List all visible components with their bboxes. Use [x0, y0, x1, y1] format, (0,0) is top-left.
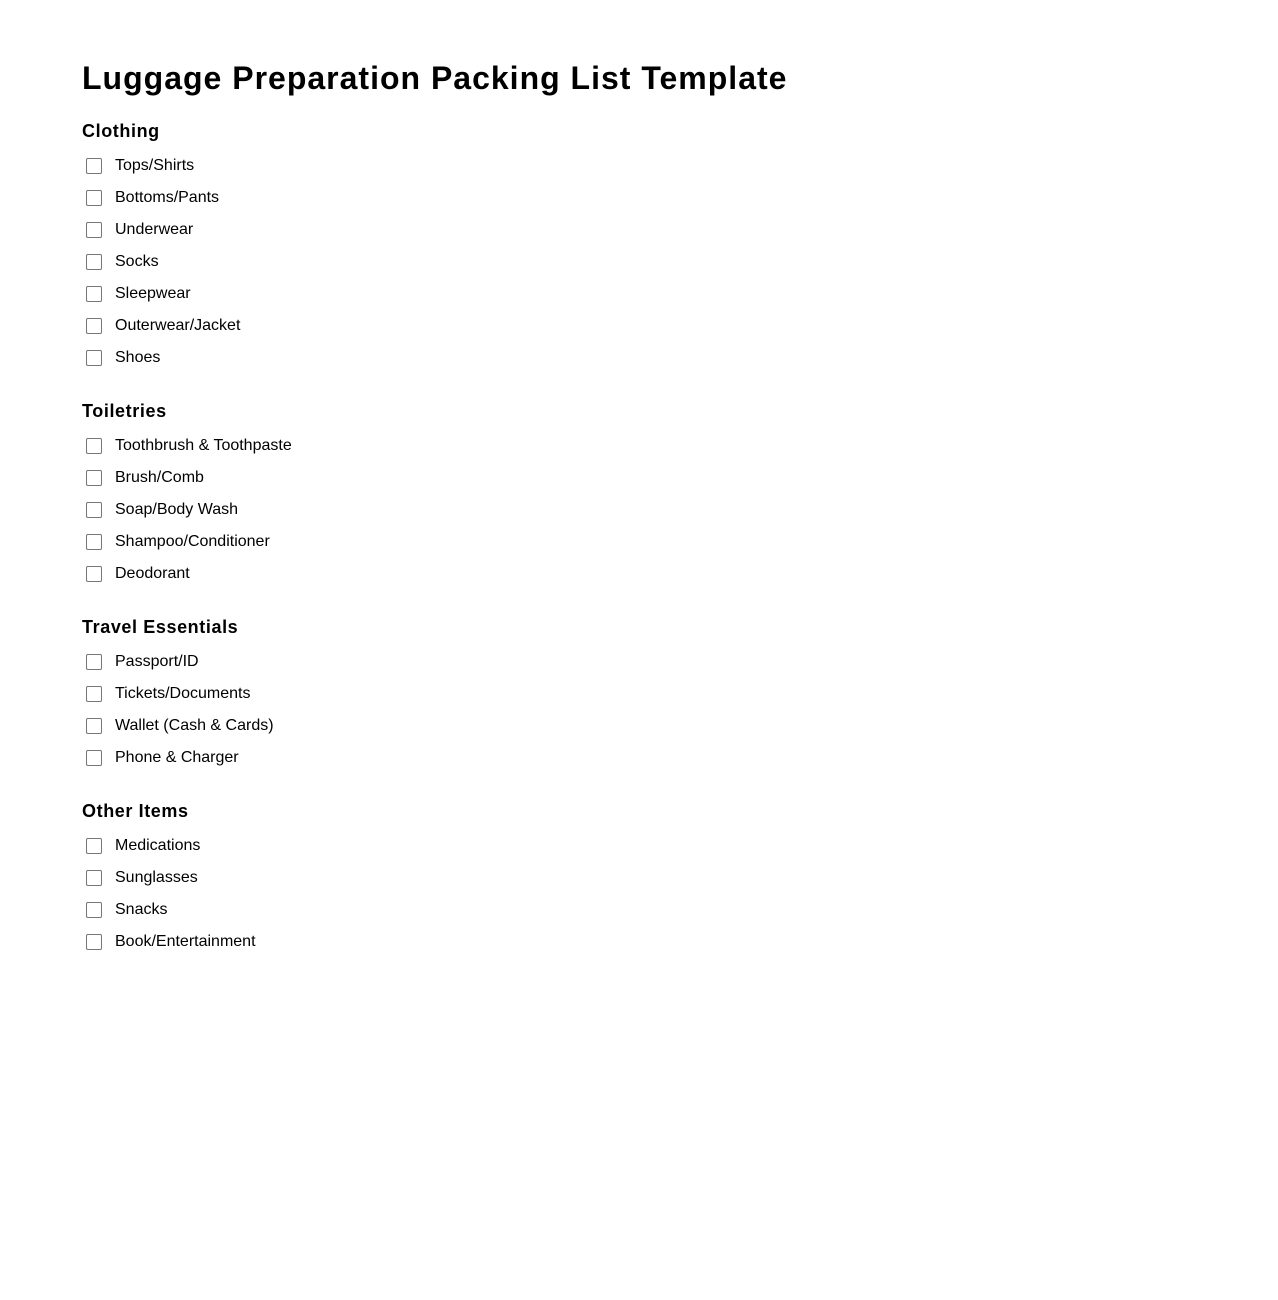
- checklist-item[interactable]: [82, 342, 1278, 374]
- item-label: Sunglasses: [115, 869, 198, 886]
- checkbox[interactable]: [86, 750, 102, 766]
- checkbox[interactable]: [86, 934, 102, 950]
- checklist-item[interactable]: [82, 862, 1278, 894]
- checklist-item[interactable]: [82, 742, 1278, 774]
- checklist-item[interactable]: [82, 494, 1278, 526]
- checklist-item[interactable]: [82, 462, 1278, 494]
- item-label: Passport/ID: [115, 653, 199, 670]
- checkbox[interactable]: [86, 502, 102, 518]
- item-label: Outerwear/Jacket: [115, 317, 241, 334]
- checklist-item[interactable]: [82, 246, 1278, 278]
- item-label: Bottoms/Pants: [115, 189, 220, 206]
- item-label: Toothbrush & Toothpaste: [115, 437, 292, 454]
- checklist-item[interactable]: [82, 894, 1278, 926]
- checkbox[interactable]: [86, 222, 102, 238]
- page-title: Luggage Preparation Packing List Template: [82, 60, 788, 96]
- checklist-item[interactable]: [82, 526, 1278, 558]
- item-label: Book/Entertainment: [115, 933, 256, 950]
- section-title: Travel Essentials: [82, 617, 239, 637]
- checkbox[interactable]: [86, 286, 102, 302]
- item-label: Phone & Charger: [115, 749, 239, 766]
- checkbox[interactable]: [86, 350, 102, 366]
- section-other-items: [82, 800, 1278, 958]
- checklist-item[interactable]: [82, 150, 1278, 182]
- section-title: Clothing: [82, 121, 160, 141]
- checkbox[interactable]: [86, 318, 102, 334]
- checkbox[interactable]: [86, 718, 102, 734]
- item-label: Shoes: [115, 349, 161, 366]
- checklist-item[interactable]: [82, 214, 1278, 246]
- checkbox[interactable]: [86, 902, 102, 918]
- checkbox[interactable]: [86, 470, 102, 486]
- checklist-item[interactable]: [82, 830, 1278, 862]
- checkbox[interactable]: [86, 158, 102, 174]
- item-label: Medications: [115, 837, 201, 854]
- checklist-item[interactable]: [82, 710, 1278, 742]
- checklist-item[interactable]: [82, 182, 1278, 214]
- checklist-item[interactable]: [82, 678, 1278, 710]
- checklist-item[interactable]: [82, 430, 1278, 462]
- item-label: Snacks: [115, 901, 168, 918]
- item-label: Shampoo/Conditioner: [115, 533, 270, 550]
- checkbox[interactable]: [86, 870, 102, 886]
- section-title: Toiletries: [82, 401, 167, 421]
- section-travel-essentials: [82, 616, 1278, 774]
- item-label: Tops/Shirts: [115, 157, 195, 174]
- item-label: Socks: [115, 253, 159, 270]
- item-label: Tickets/Documents: [115, 685, 251, 702]
- item-label: Deodorant: [115, 565, 190, 582]
- item-label: Brush/Comb: [115, 469, 204, 486]
- section-toiletries: [82, 400, 1278, 590]
- checkbox[interactable]: [86, 686, 102, 702]
- checkbox[interactable]: [86, 190, 102, 206]
- checklist-item[interactable]: [82, 926, 1278, 958]
- checkbox[interactable]: [86, 438, 102, 454]
- section-clothing: [82, 120, 1278, 374]
- item-label: Underwear: [115, 221, 194, 238]
- checklist-item[interactable]: [82, 310, 1278, 342]
- checklist-item[interactable]: [82, 278, 1278, 310]
- item-label: Sleepwear: [115, 285, 191, 302]
- checklist-item[interactable]: [82, 558, 1278, 590]
- checkbox[interactable]: [86, 566, 102, 582]
- checkbox[interactable]: [86, 838, 102, 854]
- item-label: Wallet (Cash & Cards): [115, 717, 274, 734]
- checkbox[interactable]: [86, 534, 102, 550]
- checkbox[interactable]: [86, 254, 102, 270]
- section-title: Other Items: [82, 801, 189, 821]
- checklist-item[interactable]: [82, 646, 1278, 678]
- item-label: Soap/Body Wash: [115, 501, 239, 518]
- checkbox[interactable]: [86, 654, 102, 670]
